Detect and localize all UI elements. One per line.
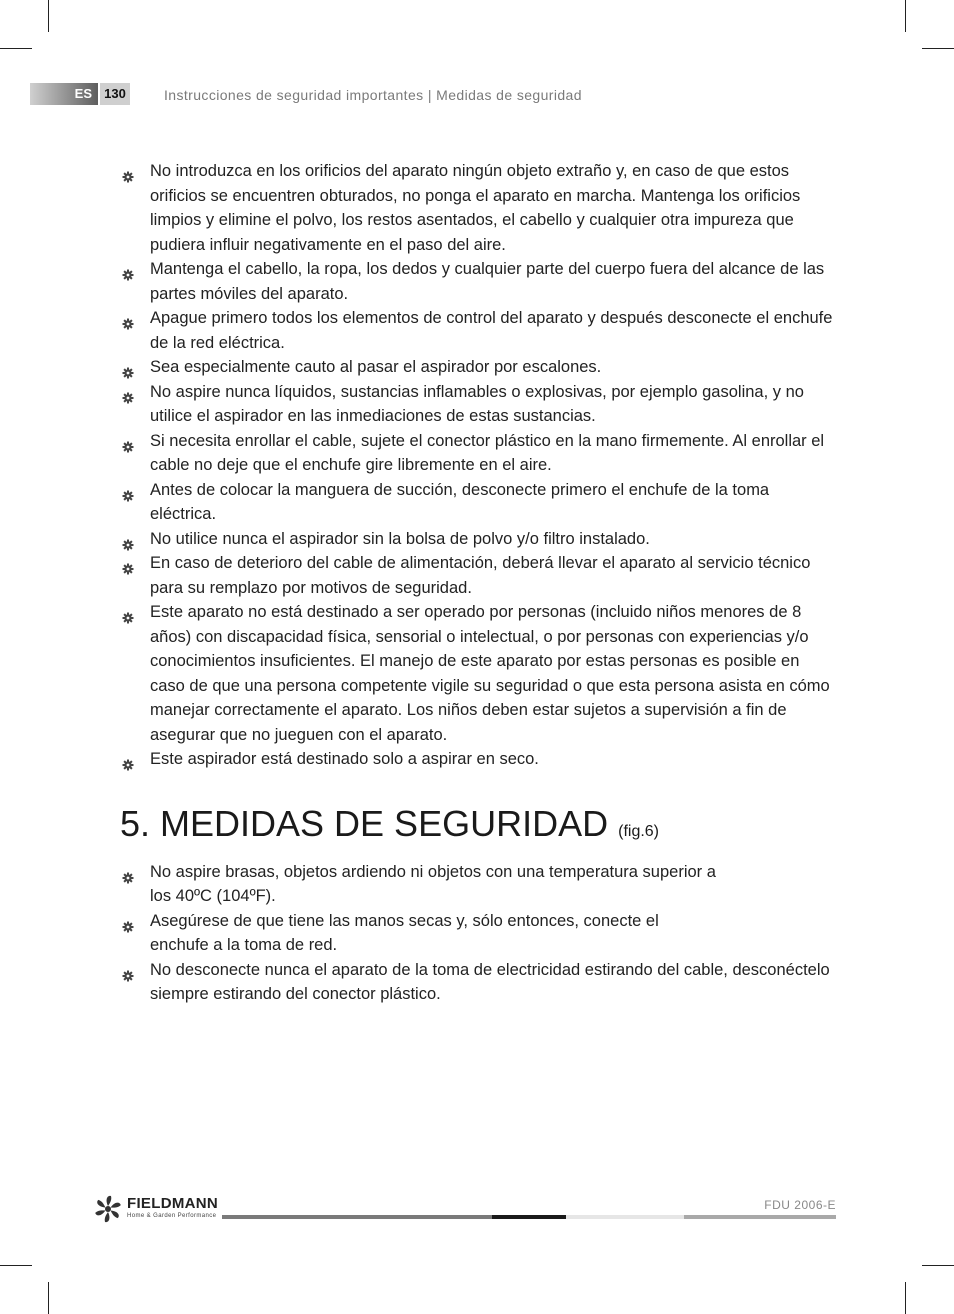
list-item-text: Asegúrese de que tiene las manos secas y, sólo entonces, conecte el enchufe a la toma de red. [150, 911, 659, 954]
list-item-text: No introduzca en los orificios del aparato ningún objeto extraño y, en caso de que estos orificios se encuentren obturados, no ponga el aparato en marcha. Mantenga los orificios limpios y elimine el polvo, los restos asentados, el cabello y cualquier otra impureza que pudiera influir negativamente en el paso del aire. [150, 162, 801, 254]
list-item-text: Mantenga el cabello, la ropa, los dedos y cualquier parte del cuerpo fuera del alcance de las partes móviles del aparato. [150, 260, 825, 303]
list-item [120, 909, 836, 958]
safety-measures-list [120, 860, 836, 1007]
list-item-text: Antes de colocar la manguera de succión, desconecte primero el enchufe de la toma eléctrica. [150, 480, 770, 523]
gear-bullet-icon [122, 534, 134, 546]
gear-bullet-icon [122, 362, 134, 374]
brand-name: FIELDMANN [127, 1195, 219, 1212]
list-item-text: No aspire nunca líquidos, sustancias inflamables o explosivas, por ejemplo gasolina, y no utilice el aspirador en las inmediaciones de estas sustancias. [150, 382, 804, 425]
list-item [120, 958, 836, 1007]
brand-tagline: Home & Garden Performance [127, 1213, 217, 1219]
fan-logo-icon [93, 1194, 123, 1224]
gear-bullet-icon [122, 436, 134, 448]
gear-bullet-icon [122, 166, 134, 178]
list-item [120, 306, 836, 355]
page-content [120, 159, 836, 1007]
fieldmann-logo [93, 1193, 223, 1225]
crop-mark [905, 1282, 906, 1314]
page-number: 130 [100, 83, 130, 105]
gear-bullet-icon [122, 485, 134, 497]
list-item [120, 355, 836, 380]
footer-rule [222, 1215, 836, 1219]
list-item [120, 380, 836, 429]
list-item-text: Si necesita enrollar el cable, sujete el conector plástico en la mano firmemente. Al enrollar el cable no deje que el enchufe gire libremente en el aire. [150, 431, 825, 474]
gear-bullet-icon [122, 387, 134, 399]
gear-bullet-icon [122, 965, 134, 977]
list-item [120, 747, 836, 772]
list-item-text: No desconecte nunca el aparato de la toma de electricidad estirando del cable, desconéctelo siempre estirando del conector plástico. [150, 960, 830, 1003]
list-item-text: Este aspirador está destinado solo a aspirar en seco. [150, 750, 539, 768]
list-item [120, 429, 836, 478]
list-item-text: No utilice nunca el aspirador sin la bolsa de polvo y/o filtro instalado. [150, 529, 650, 548]
list-item [120, 860, 836, 909]
list-item-text: Sea especialmente cauto al pasar el aspirador por escalones. [150, 358, 602, 376]
gear-bullet-icon [122, 313, 134, 325]
gear-bullet-icon [122, 607, 134, 619]
gear-bullet-icon [122, 264, 134, 276]
crop-mark [922, 48, 954, 49]
safety-instructions-list [120, 159, 836, 772]
running-header-title: Instrucciones de seguridad importantes | Medidas de seguridad [164, 87, 582, 103]
list-item [120, 600, 836, 747]
language-tab: ES [30, 83, 98, 105]
list-item [120, 257, 836, 306]
list-item [120, 478, 836, 527]
figure-reference: (fig.6) [618, 822, 660, 840]
model-code: FDU 2006-E [764, 1198, 836, 1212]
list-item [120, 527, 836, 552]
gear-bullet-icon [122, 558, 134, 570]
crop-mark [922, 1265, 954, 1266]
crop-mark [48, 1282, 49, 1314]
gear-bullet-icon [122, 754, 134, 766]
list-item-text: Este aparato no está destinado a ser operado por personas (incluido niños menores de 8 años) con discapacidad física, sensorial o intelectual, o por personas con experiencias y/o conocimientos insuficientes. El manejo de este aparato por estas personas es posible en caso de que una persona competente vigile su seguridad o que esta persona asista en cómo manejar correctamente el aparato. Los niños deben estar sujetos a supervisión a fin de asegurar que no jueguen con el aparato. [150, 603, 830, 744]
list-item [120, 551, 836, 600]
crop-mark [905, 0, 906, 32]
list-item-text: No aspire brasas, objetos ardiendo ni objetos con una temperatura superior a los 40ºC (104ºF). [150, 862, 716, 905]
gear-bullet-icon [122, 867, 134, 879]
gear-bullet-icon [122, 916, 134, 928]
list-item-text: Apague primero todos los elementos de control del aparato y después desconecte el enchufe de la red eléctrica. [150, 309, 833, 352]
list-item [120, 159, 836, 257]
crop-mark [0, 48, 32, 49]
crop-mark [0, 1265, 32, 1266]
list-item-text: En caso de deterioro del cable de alimentación, deberá llevar el aparato al servicio técnico para su remplazo por motivos de seguridad. [150, 554, 811, 597]
section-title-text: 5. MEDIDAS DE SEGURIDAD [120, 802, 609, 844]
section-heading [120, 800, 836, 856]
crop-mark [48, 0, 49, 32]
